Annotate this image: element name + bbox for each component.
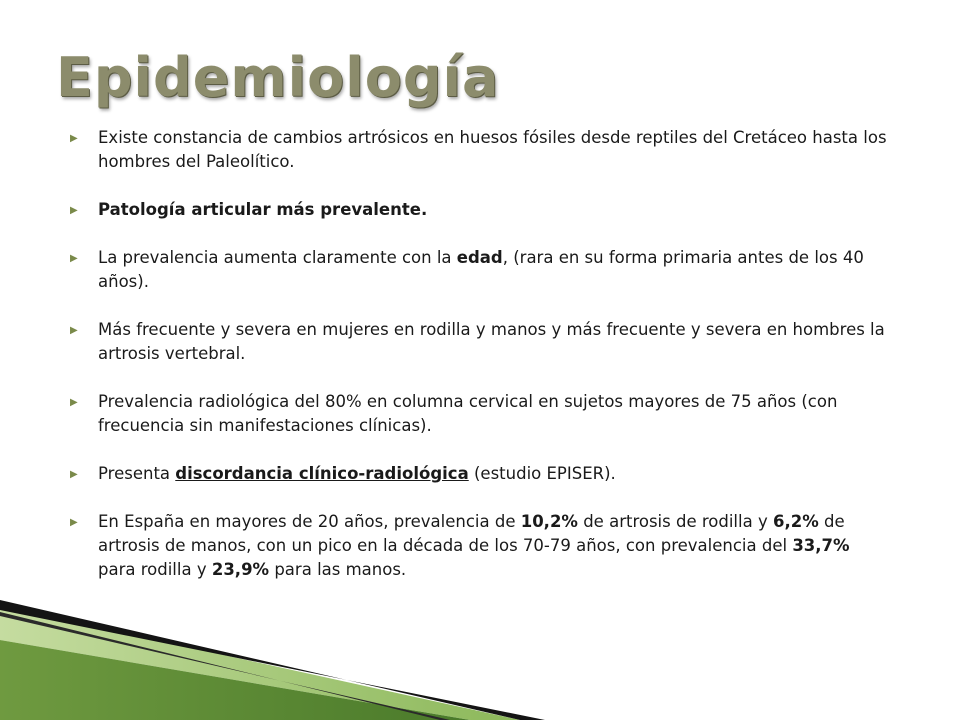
deco-black-stripe <box>0 600 545 720</box>
bullet-text: En España en mayores de 20 años, prevalencia de <box>98 512 521 531</box>
bullet-arrow-icon: ▶ <box>70 253 78 264</box>
bullet-text: para las manos. <box>269 560 407 579</box>
bullet-item <box>68 246 888 294</box>
bullet-text: de artrosis de manos, con un pico en la década de los 70-79 años, con prevalencia del <box>98 512 845 555</box>
bullet-arrow-icon: ▶ <box>70 325 78 336</box>
bullet-arrow-icon: ▶ <box>70 397 78 408</box>
bullet-text: Más frecuente y severa en mujeres en rodilla y manos y más frecuente y severa en hombres la artrosis vertebral. <box>98 320 885 363</box>
bullet-text: 23,9% <box>211 560 270 579</box>
bullet-item <box>68 390 888 438</box>
bullet-text: Prevalencia radiológica del 80% en columna cervical en sujetos mayores de 75 años (con frecuencia sin manifestaciones clínicas). <box>98 392 838 435</box>
slide-title: Epidemiología <box>56 46 500 109</box>
bullet-arrow-icon: ▶ <box>70 205 78 216</box>
bullet-item <box>68 318 888 366</box>
bullet-arrow-icon: ▶ <box>70 133 78 144</box>
bullet-text: Existe constancia de cambios artrósicos en huesos fósiles desde reptiles del Cretáceo hasta los hombres del Paleolítico. <box>98 128 887 171</box>
bullet-text: 33,7% <box>792 536 850 555</box>
bullet-text: para rodilla y <box>98 560 212 579</box>
bullet-item <box>68 462 888 486</box>
bullet-item <box>68 510 888 582</box>
bullet-text: (estudio EPISER). <box>468 464 616 483</box>
bullet-text: , (rara en su forma primaria antes de los 40 años). <box>98 248 864 291</box>
deco-green-band-light <box>0 606 520 720</box>
bullet-item <box>68 198 888 222</box>
bullet-text: La prevalencia aumenta claramente con la <box>98 248 457 267</box>
deco-black-stripe-2 <box>0 612 450 720</box>
bullet-arrow-icon: ▶ <box>70 517 78 528</box>
bullet-text: de artrosis de rodilla y <box>577 512 773 531</box>
bullet-text: 10,2% <box>520 512 578 531</box>
bullet-text: 6,2% <box>772 512 819 531</box>
bullet-text: Patología articular más prevalente. <box>98 200 428 219</box>
bullet-item <box>68 126 888 174</box>
deco-green-band-dark <box>0 640 470 720</box>
bullet-text: discordancia clínico-radiológica <box>175 464 469 483</box>
bullet-text: Presenta <box>98 464 176 483</box>
bullet-arrow-icon: ▶ <box>70 469 78 480</box>
bullet-text: edad <box>456 248 503 267</box>
bullet-list <box>68 126 888 606</box>
